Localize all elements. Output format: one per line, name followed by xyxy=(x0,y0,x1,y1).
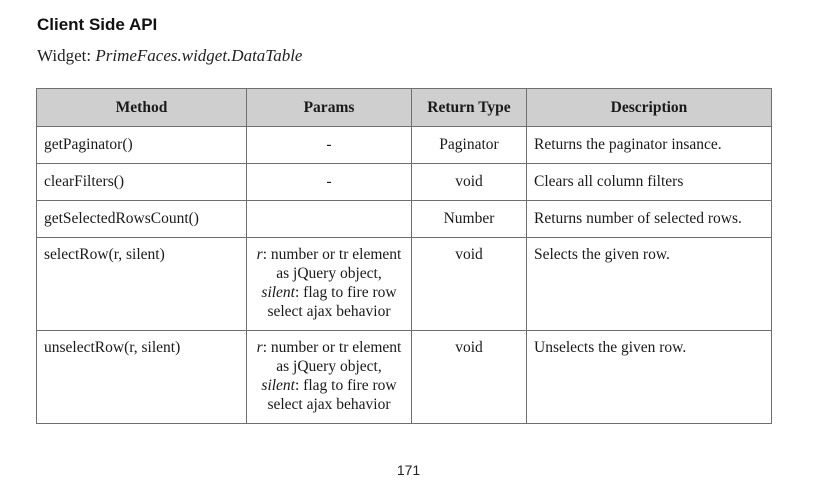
description-cell: Returns number of selected rows. xyxy=(527,201,772,238)
return-type-cell: Number xyxy=(412,201,527,238)
widget-name: PrimeFaces.widget.DataTable xyxy=(95,46,303,65)
return-type-cell: void xyxy=(412,164,527,201)
table-row xyxy=(37,164,772,201)
widget-line xyxy=(37,45,302,67)
method-cell: selectRow(r, silent) xyxy=(37,238,247,331)
table-row xyxy=(37,127,772,164)
method-cell: unselectRow(r, silent) xyxy=(37,331,247,424)
header-method: Method xyxy=(37,89,247,127)
table-row xyxy=(37,331,772,424)
param-r-name: r xyxy=(256,246,263,263)
param-r-name: r xyxy=(256,339,263,356)
description-cell: Unselects the given row. xyxy=(527,331,772,424)
param-silent-name: silent xyxy=(261,377,295,394)
description-cell: Returns the paginator insance. xyxy=(527,127,772,164)
header-return-type: Return Type xyxy=(412,89,527,127)
param-silent-text: : flag to fire row select ajax behavior xyxy=(267,284,397,320)
table-row xyxy=(37,201,772,238)
table-header-row xyxy=(37,89,772,127)
param-r-text: : number or tr element as jQuery object, xyxy=(262,339,402,375)
method-cell: getSelectedRowsCount() xyxy=(37,201,247,238)
client-side-api-table xyxy=(36,88,772,424)
param-silent-text: : flag to fire row select ajax behavior xyxy=(267,377,397,413)
params-cell xyxy=(247,201,412,238)
description-cell: Clears all column filters xyxy=(527,164,772,201)
page-number: 171 xyxy=(396,462,421,478)
params-cell xyxy=(247,238,412,331)
header-description: Description xyxy=(527,89,772,127)
method-cell: getPaginator() xyxy=(37,127,247,164)
return-type-cell: void xyxy=(412,238,527,331)
params-cell: - xyxy=(247,164,412,201)
widget-label: Widget: xyxy=(37,46,92,65)
params-cell: - xyxy=(247,127,412,164)
param-r-text: : number or tr element as jQuery object, xyxy=(262,246,402,282)
description-cell: Selects the given row. xyxy=(527,238,772,331)
params-cell xyxy=(247,331,412,424)
table-row xyxy=(37,238,772,331)
return-type-cell: Paginator xyxy=(412,127,527,164)
method-cell: clearFilters() xyxy=(37,164,247,201)
param-silent-name: silent xyxy=(261,284,295,301)
header-params: Params xyxy=(247,89,412,127)
section-heading: Client Side API xyxy=(37,15,158,34)
return-type-cell: void xyxy=(412,331,527,424)
